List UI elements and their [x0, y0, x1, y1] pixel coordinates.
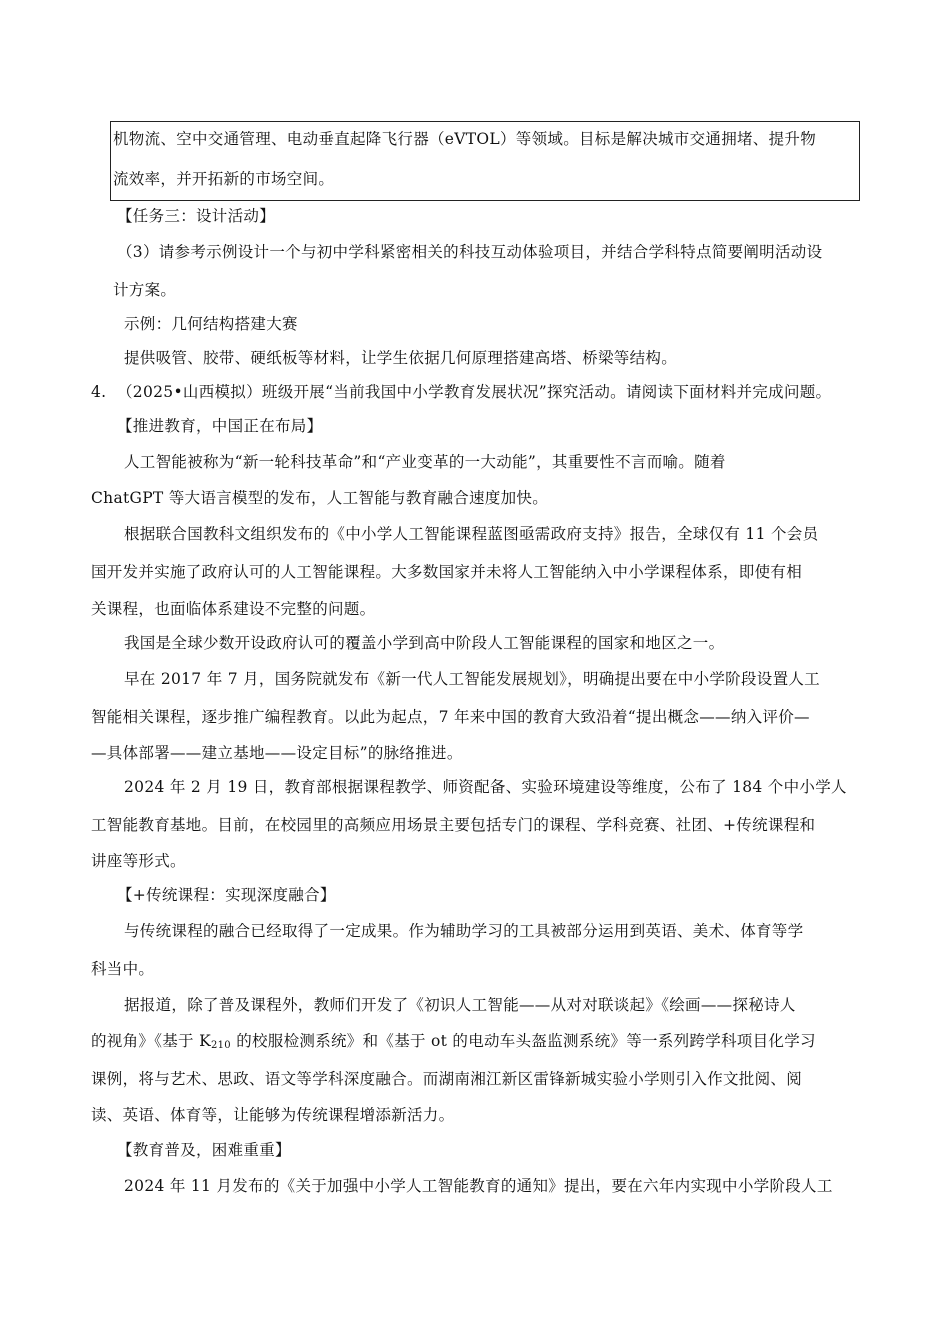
task3-heading: 【任务三：设计活动】: [117, 207, 276, 225]
question3-line-2: 计方案。: [113, 281, 177, 299]
question4-number: 4.: [91, 383, 107, 401]
s1-p1-line-1: 人工智能被称为“新一轮科技革命”和“产业变革的一大动能”，其重要性不言而喻。随着: [124, 453, 726, 471]
s3-p1-line-1: 2024 年 11 月发布的《关于加强中小学人工智能教育的通知》提出，要在六年内实现中小学阶段人工: [124, 1177, 833, 1195]
question3-line-1: （3）请参考示例设计一个与初中学科紧密相关的科技互动体验项目，并结合学科特点简要阐明活动设: [117, 243, 823, 261]
s1-p2-line-1: 根据联合国教科文组织发布的《中小学人工智能课程蓝图亟需政府支持》报告，全球仅有 11 个会员: [124, 525, 819, 543]
section1-heading: 【推进教育，中国正在布局】: [117, 417, 323, 435]
s2-p1-line-1: 与传统课程的融合已经取得了一定成果。作为辅助学习的工具被部分运用到英语、美术、体育等学: [124, 922, 804, 940]
s2-p2-line-2-part-a: 的视角》《基于 K: [91, 1032, 211, 1050]
box-line-2: 流效率，并开拓新的市场空间。: [113, 170, 335, 188]
s1-p4-line-2: 智能相关课程，逐步推广编程教育。以此为起点，7 年来中国的教育大致沿着“提出概念——纳入评价—: [91, 708, 810, 726]
example-body: 提供吸管、胶带、硬纸板等材料，让学生依据几何原理搭建高塔、桥梁等结构。: [124, 349, 678, 367]
s1-p5-line-3: 讲座等形式。: [91, 852, 186, 870]
s1-p5-line-2: 工智能教育基地。目前，在校园里的高频应用场景主要包括专门的课程、学科竞赛、社团、+传统课程和: [91, 816, 816, 834]
s1-p1-line-2: ChatGPT 等大语言模型的发布，人工智能与教育融合速度加快。: [91, 489, 548, 507]
question4-stem: （2025•山西模拟）班级开展“当前我国中小学教育发展状况”探究活动。请阅读下面材料并完成问题。: [117, 383, 832, 401]
s1-p4-line-3: —具体部署——建立基地——设定目标”的脉络推进。: [91, 744, 463, 762]
s1-p3-line-1: 我国是全球少数开设政府认可的覆盖小学到高中阶段人工智能课程的国家和地区之一。: [124, 634, 725, 652]
s1-p5-line-1: 2024 年 2 月 19 日，教育部根据课程教学、师资配备、实验环境建设等维度，公布了 184 个中小学人: [124, 778, 847, 796]
s2-p2-line-3: 课例，将与艺术、思政、语文等学科深度融合。而湖南湘江新区雷锋新城实验小学则引入作文批阅、阅: [91, 1070, 803, 1088]
s1-p2-line-2: 国开发并实施了政府认可的人工智能课程。大多数国家并未将人工智能纳入中小学课程体系，即使有相: [91, 563, 803, 581]
box-line-1: 机物流、空中交通管理、电动垂直起降飞行器（eVTOL）等领域。目标是解决城市交通拥堵、提升物: [113, 130, 817, 148]
s2-p2-line-2-part-b: 的校服检测系统》和《基于 ot 的电动车头盔监测系统》等一系列跨学科项目化学习: [230, 1032, 816, 1050]
s2-p2-line-4: 读、英语、体育等，让能够为传统课程增添新活力。: [91, 1106, 455, 1124]
section3-heading: 【教育普及，困难重重】: [117, 1141, 291, 1159]
s2-p2-line-1: 据报道，除了普及课程外，教师们开发了《初识人工智能——从对对联谈起》《绘画——探秘诗人: [124, 996, 796, 1014]
s2-p2-line-2: [91, 1030, 816, 1052]
example-title: 示例：几何结构搭建大赛: [124, 315, 298, 333]
s2-p1-line-2: 科当中。: [91, 960, 155, 978]
k210-subscript: 210: [210, 1040, 231, 1051]
section2-heading: 【+传统课程：实现深度融合】: [117, 886, 336, 904]
s1-p4-line-1: 早在 2017 年 7 月，国务院就发布《新一代人工智能发展规划》，明确提出要在中小学阶段设置人工: [124, 670, 820, 688]
s1-p2-line-3: 关课程，也面临体系建设不完整的问题。: [91, 600, 376, 618]
